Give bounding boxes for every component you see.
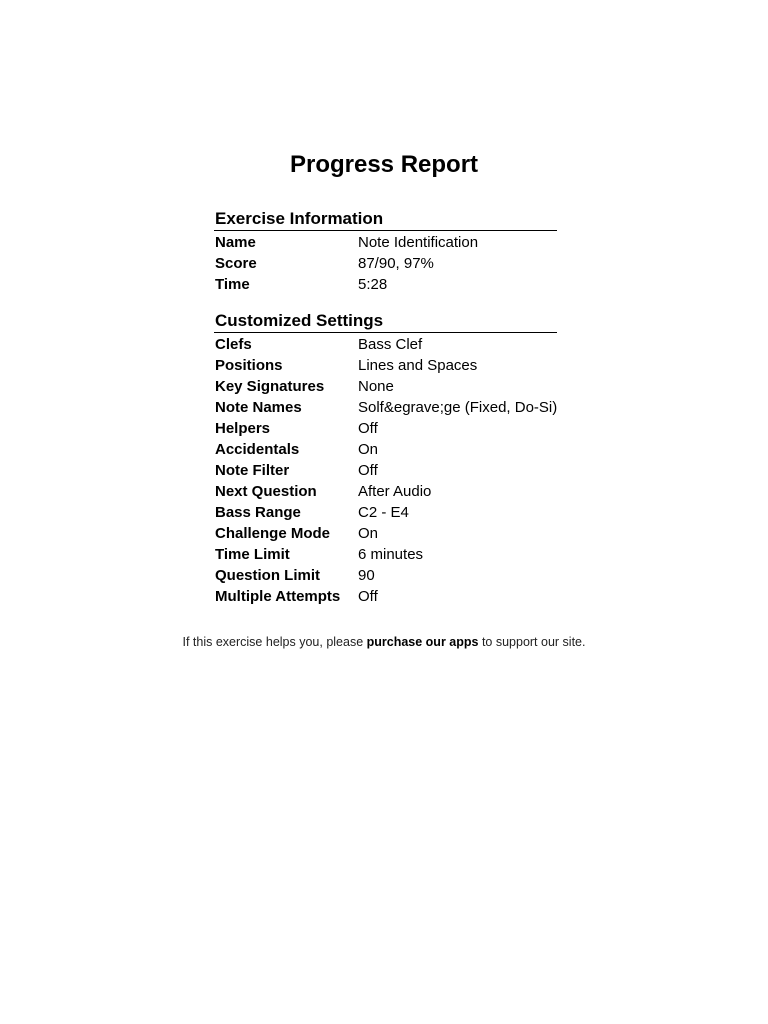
row-value: Bass Clef (358, 336, 423, 353)
exercise-information-heading: Exercise Information (214, 207, 557, 231)
settings-row-multiple-attempts (214, 586, 557, 607)
support-message-prefix: If this exercise helps you, please (182, 635, 367, 649)
support-message-suffix: to support our site. (478, 635, 586, 649)
row-value: Note Identification (358, 234, 479, 251)
settings-row-bass-range (214, 502, 557, 523)
row-value: After Audio (358, 483, 432, 500)
exercise-row-name (214, 232, 557, 253)
row-value: Lines and Spaces (358, 357, 478, 374)
row-value: Off (358, 462, 378, 479)
exercise-row-time (214, 274, 557, 295)
row-label: Time (215, 276, 250, 293)
row-label: Question Limit (215, 567, 320, 584)
row-value: 90 (358, 567, 375, 584)
support-message (0, 633, 768, 651)
row-label: Note Names (215, 399, 302, 416)
row-label: Score (215, 255, 257, 272)
settings-row-time-limit (214, 544, 557, 565)
row-label: Name (215, 234, 256, 251)
row-label: Accidentals (215, 441, 300, 458)
row-label: Note Filter (215, 462, 290, 479)
settings-row-note-names (214, 397, 557, 418)
row-label: Positions (215, 357, 283, 374)
row-value: Off (358, 420, 378, 437)
row-value: 5:28 (358, 276, 388, 293)
settings-row-key-signatures (214, 376, 557, 397)
row-label: Next Question (215, 483, 317, 500)
settings-row-clefs (214, 334, 557, 355)
settings-row-question-limit (214, 565, 557, 586)
row-value: None (358, 378, 394, 395)
settings-row-accidentals (214, 439, 557, 460)
row-value: Off (358, 588, 378, 605)
row-label: Multiple Attempts (215, 588, 341, 605)
settings-row-positions (214, 355, 557, 376)
row-label: Key Signatures (215, 378, 325, 395)
row-value: On (358, 441, 379, 458)
row-label: Bass Range (215, 504, 301, 521)
exercise-row-score (214, 253, 557, 274)
page-title: Progress Report (289, 151, 479, 178)
settings-row-note-filter (214, 460, 557, 481)
customized-settings-section (214, 309, 557, 607)
row-value: 87/90, 97% (358, 255, 434, 272)
settings-row-challenge-mode (214, 523, 557, 544)
customized-settings-heading: Customized Settings (214, 309, 557, 333)
row-label: Time Limit (215, 546, 290, 563)
row-value: 6 minutes (358, 546, 424, 563)
settings-row-next-question (214, 481, 557, 502)
purchase-apps-link[interactable]: purchase our apps (366, 635, 479, 649)
exercise-information-section (214, 207, 557, 295)
row-value: On (358, 525, 379, 542)
row-value: C2 - E4 (358, 504, 409, 521)
row-label: Clefs (215, 336, 252, 353)
row-value: Solf&egrave;ge (Fixed, Do-Si) (358, 399, 558, 416)
row-label: Helpers (215, 420, 271, 437)
settings-row-helpers (214, 418, 557, 439)
row-label: Challenge Mode (215, 525, 331, 542)
